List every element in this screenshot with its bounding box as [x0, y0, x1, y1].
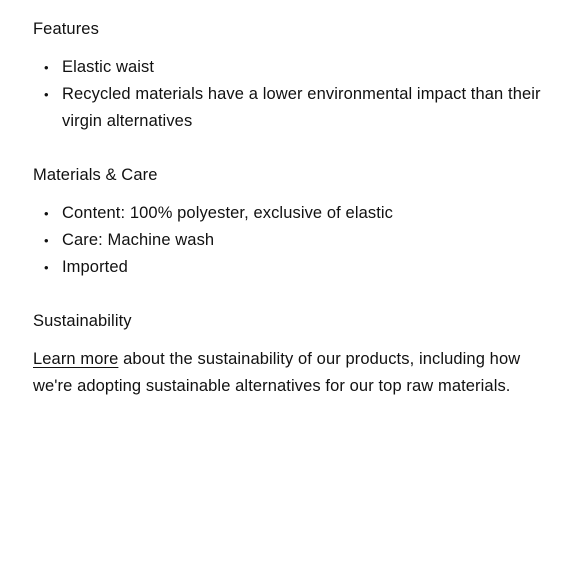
sustainability-body-text: about the sustainability of our products, including how we're adopting sustainable alternatives for our top raw materials. [33, 350, 521, 395]
features-list [33, 54, 548, 135]
list-item [33, 54, 548, 81]
list-item [33, 200, 548, 227]
sustainability-heading: Sustainability [33, 312, 132, 330]
section-spacer [33, 281, 548, 308]
materials-care-heading: Materials & Care [33, 166, 158, 184]
sustainability-paragraph [33, 346, 548, 400]
features-section [33, 16, 548, 135]
materials-care-list [33, 200, 548, 281]
materials-care-section [33, 162, 548, 281]
bullet-icon: • [44, 233, 49, 248]
bullet-icon: • [44, 87, 49, 102]
sustainability-section [33, 308, 548, 400]
list-item-text: Care: Machine wash [62, 231, 215, 249]
list-item-text: Imported [62, 258, 128, 276]
features-heading: Features [33, 20, 99, 38]
list-item-text: Recycled materials have a lower environmental impact than their virgin alternatives [62, 85, 541, 130]
list-item [33, 227, 548, 254]
list-item-text: Content: 100% polyester, exclusive of elastic [62, 204, 394, 222]
list-item [33, 254, 548, 281]
list-item [33, 81, 548, 135]
learn-more-link[interactable]: Learn more [33, 350, 119, 368]
bullet-icon: • [44, 60, 49, 75]
section-spacer [33, 135, 548, 162]
bullet-icon: • [44, 206, 49, 221]
list-item-text: Elastic waist [62, 58, 155, 76]
bullet-icon: • [44, 260, 49, 275]
